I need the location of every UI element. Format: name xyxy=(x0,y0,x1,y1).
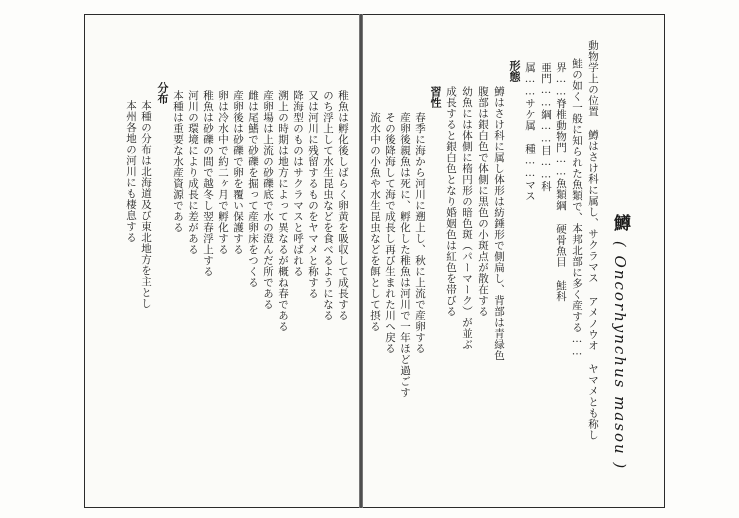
left-col-2: のち浮上して水生昆虫などを食べるようになる xyxy=(322,90,334,321)
left-col-6: 産卵場は上流の砂礫底で水の澄んだ所である xyxy=(262,90,274,310)
right-col-4: 亜門……綱……目……科 xyxy=(540,62,552,192)
left-col-4: 降海型のものはサクラマスと呼ばれる xyxy=(292,90,304,277)
left-col-12: 本種は重要な水産資源である xyxy=(172,90,184,233)
left-page xyxy=(84,14,361,508)
left-col-11: 河川の環境により成長に差がある xyxy=(187,90,199,255)
right-col-8: 幼魚には体側に楕円形の暗色斑（パーマーク）が並ぶ xyxy=(461,86,473,350)
right-col-13: 流水中の小魚や水生昆虫などを餌として摂る xyxy=(369,112,381,332)
right-col-5: 属……サケ属 種……マス xyxy=(524,62,536,202)
right-col-9: 成長すると銀白色となり婚姻色は紅色を帯びる xyxy=(445,86,457,317)
right-col-1: 動物学上の位置 鱒はさけ科に属し、サクラマス アメノウオ ヤマメとも称し xyxy=(587,40,599,441)
right-col-2: 鮭の如く一般に知られた魚類で、本邦北部に多く産する…… xyxy=(571,58,583,358)
left-col-9: 卵は冷水中で約二ヶ月で孵化する xyxy=(217,90,229,255)
heading-habit: 習性 xyxy=(429,86,442,108)
heading-distribution: 分布 xyxy=(156,82,169,104)
title-kanji: 鱒 xyxy=(610,214,630,233)
left-col-14: 本州各地の河川にも棲息する xyxy=(125,100,137,243)
heading-form: 形態 xyxy=(508,60,521,82)
left-col-5: 溯上の時期は地方によって異なるが概ね春である xyxy=(277,90,289,332)
left-col-10: 稚魚は砂礫の間で越冬し翌春浮上する xyxy=(202,90,214,277)
document-title xyxy=(608,214,633,470)
right-col-12: その後降海して海で成長し再び生まれた川へ戻る xyxy=(384,112,396,354)
left-col-1: 稚魚は孵化後しばらく卵黄を吸収して成長する xyxy=(337,90,349,321)
right-col-3: 界……脊椎動物門……魚類綱 硬骨魚目 鮭科 xyxy=(555,62,567,302)
right-col-7: 腹部は銀白色で体側に黒色の小斑点が散在する xyxy=(477,86,489,317)
left-col-8: 産卵後は砂礫で卵を覆い保護する xyxy=(232,90,244,255)
scientific-name: ( Oncorhynchus masou ) xyxy=(611,240,629,471)
right-col-6: 鱒はさけ科に属し体形は紡錘形で側扁し、背部は青緑色 xyxy=(493,86,505,361)
right-col-11: 産卵後親魚は死に、孵化した稚魚は河川で一年ほど過ごす xyxy=(399,112,411,398)
left-col-7: 雌は尾鰭で砂礫を掘って産卵床をつくる xyxy=(247,90,259,288)
right-col-10: 春季に海から河川に遡上し、秋に上流で産卵する xyxy=(414,112,426,354)
left-col-13: 本種の分布は北海道及び東北地方を主とし xyxy=(140,100,152,309)
left-col-3: 又は河川に残留するものをヤマメと称する xyxy=(307,90,319,299)
page-fold xyxy=(359,14,363,508)
